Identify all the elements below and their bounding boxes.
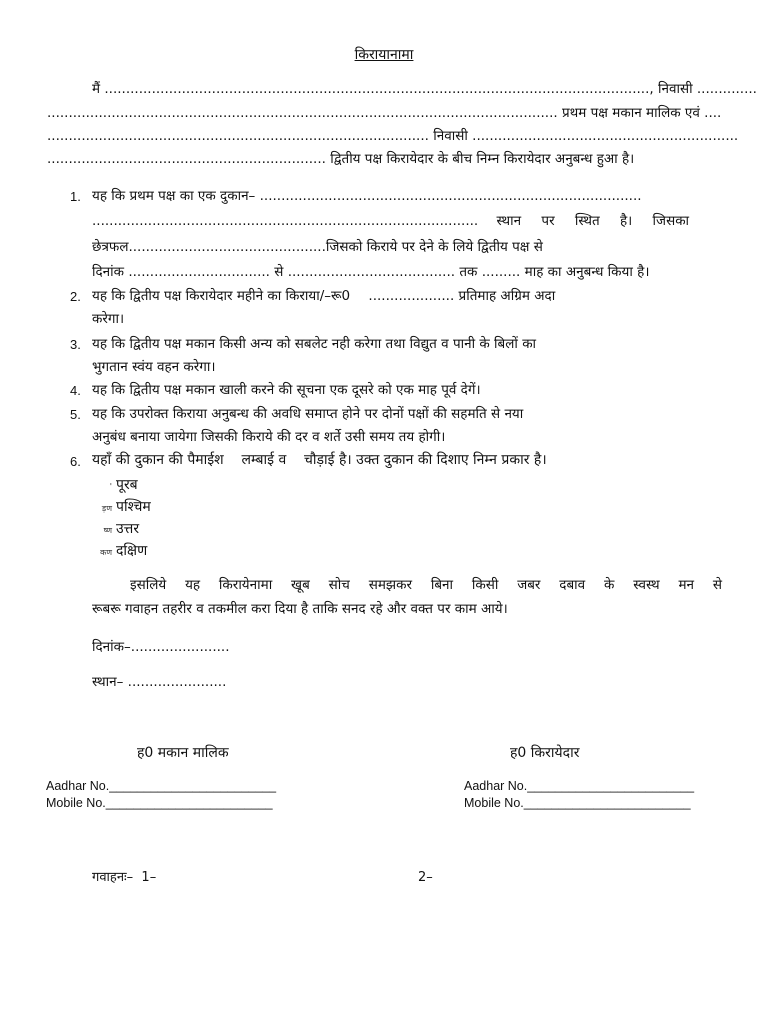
owner-signature-label: ह0 मकान मालिक [137, 745, 229, 761]
direction-east: ' पूरब [109, 477, 138, 493]
clause-5-line-1: यह कि उपरोक्त किराया अनुबन्ध की अवधि समाप्त होने पर दोनों पक्षों की सहमति से नया [92, 406, 524, 422]
clause-number: 5. [70, 407, 81, 422]
direction-north: ष्ण उत्तर [103, 521, 140, 537]
clause-number: 6. [70, 454, 81, 469]
clause-number: 2. [70, 289, 81, 304]
owner-aadhar: Aadhar No.________________________ [46, 779, 277, 793]
direction-south: कण दक्षिण [100, 543, 148, 559]
clause-1-line-3: छेत्रफल..............................................जिसको किराये पर देने के लिये द्वितीय पक्ष से [92, 239, 543, 255]
clause-number: 4. [70, 383, 81, 398]
clause-5-line-2: अनुबंध बनाया जायेगा जिसकी किराये की दर व शर्ते उसी समय तय होगी। [92, 429, 446, 445]
direction-west: ड़ण पश्चिम [101, 499, 151, 515]
clause-6-line-1: यहाँ की दुकान की पैमाईश लम्बाई व चौड़ाई है। उक्त दुकान की दिशाए निम्न प्रकार है। [92, 452, 547, 468]
tenant-mobile: Mobile No.________________________ [464, 796, 691, 810]
clause-2-line-2: करेगा। [92, 311, 125, 327]
closing-line-2: रूबरू गवाहन तहरीर व तकमील करा दिया है ताकि सनद रहे और वक्त पर काम आये। [92, 601, 508, 617]
clause-3-line-2: भुगतान स्वंय वहन करेगा। [92, 359, 216, 375]
owner-mobile: Mobile No.________________________ [46, 796, 273, 810]
clause-3-line-1: यह कि द्वितीय पक्ष मकान किसी अन्य को सबलेट नही करेगा तथा विद्युत व पानी के बिलों का [92, 336, 537, 352]
clause-2-line-1: यह कि द्वितीय पक्ष किरायेदार महीने का किराया/–रू0 .................... प्रतिमाह अग्रिम अदा [92, 288, 556, 304]
intro-line-2: ....................................................................................................................... प्रथम पक्ष मकान मालिक एवं .... [47, 105, 722, 121]
witness-1: गवाहनः– 1– [92, 870, 157, 885]
clause-1-line-4: दिनांक ................................. से ....................................... तक ......... माह का अनुबन्ध किया है। [92, 264, 650, 280]
clause-number: 3. [70, 337, 81, 352]
clause-1-line-2: .......................................................................................... स्थान पर स्थित है। जिसका [92, 213, 690, 229]
clause-number: 1. [70, 189, 81, 204]
date-field: दिनांक–....................... [92, 639, 230, 655]
intro-line-1: मैं ..............................................................................................................................., निवासी .............. [92, 81, 757, 97]
intro-line-3: ......................................................................................... निवासी .............................................................. [47, 128, 739, 144]
intro-line-4: ................................................................. द्वितीय पक्ष किरायेदार के बीच निम्न किरायेदार अनुबन्ध हुआ है। [47, 151, 635, 167]
document-title: किरायानामा [354, 47, 414, 63]
place-field: स्थान– ....................... [92, 674, 227, 690]
witness-2: 2– [418, 870, 433, 885]
clause-4-line-1: यह कि द्वितीय पक्ष मकान खाली करने की सूचना एक दूसरे को एक माह पूर्व देगें। [92, 382, 481, 398]
clause-1-line-1: यह कि प्रथम पक्ष का एक दुकान– ......................................................................................... [92, 188, 642, 204]
tenant-aadhar: Aadhar No.________________________ [464, 779, 695, 793]
tenant-signature-label: ह0 किरायेदार [510, 745, 580, 761]
closing-line-1: इसलिये यह किरायेनामा खूब सोच समझकर बिना किसी जबर दबाव के स्वस्थ मन से [130, 577, 722, 593]
